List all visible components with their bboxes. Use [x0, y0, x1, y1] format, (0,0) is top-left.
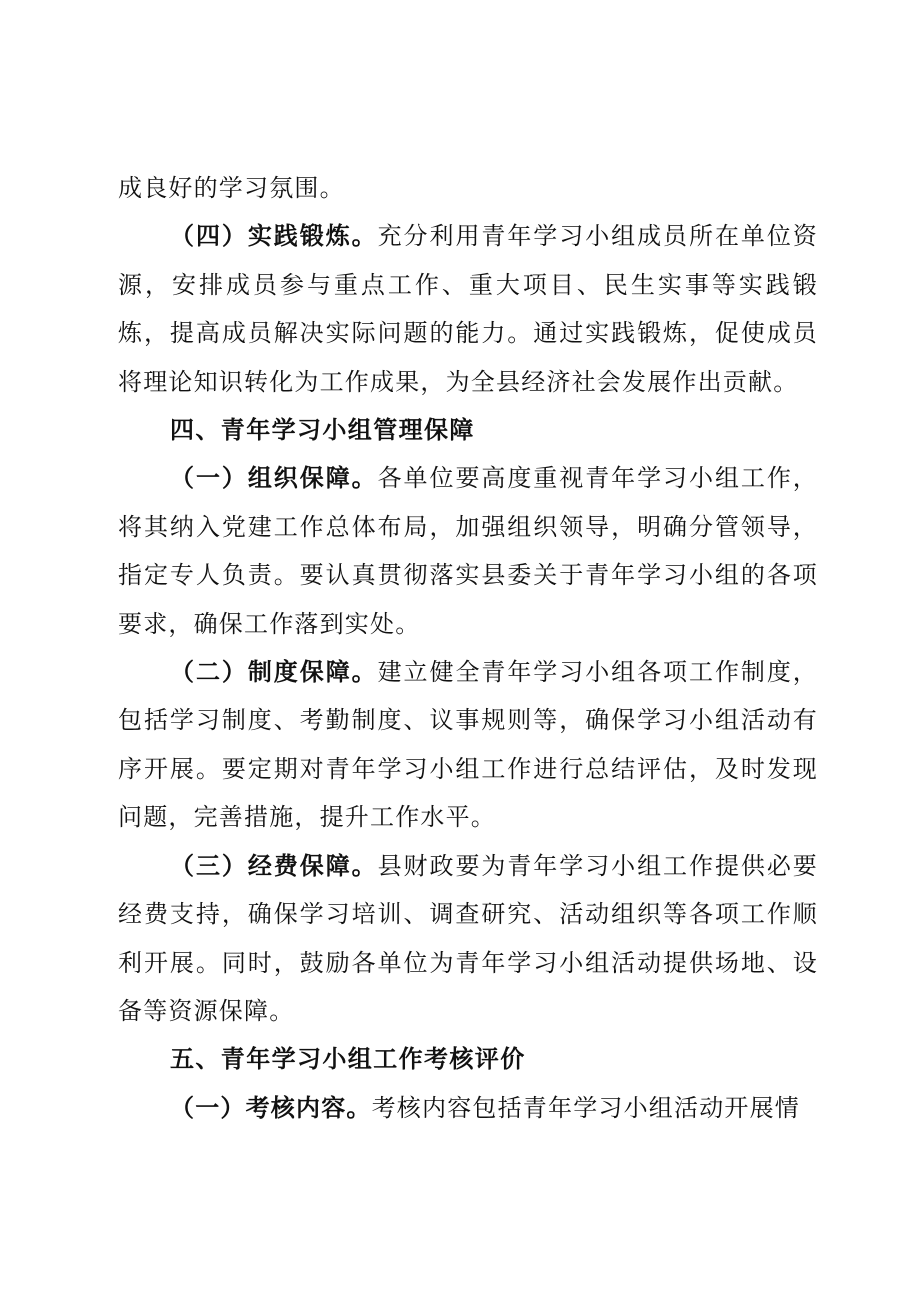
paragraph-text: 建立健全青年学习小组各项工作制度，包括学习制度、考勤制度、议事规则等，确保学习小组活动有序开展。要定期对青年学习小组工作进行总结评估，及时发现问题，完善措施，提升工作水平。	[118, 658, 818, 832]
paragraph-lead: （二）制度保障。	[170, 658, 378, 687]
paragraph-funding-guarantee	[118, 842, 818, 1036]
paragraph-text: 县财政要为青年学习小组工作提供必要经费支持，确保学习培训、调查研究、活动组织等各项工作顺利开展。同时，鼓励各单位为青年学习小组活动提供场地、设备等资源保障。	[118, 851, 818, 1025]
section-heading-management: 四、青年学习小组管理保障	[170, 416, 475, 445]
paragraph-lead: （三）经费保障。	[170, 851, 378, 880]
paragraph-assessment-content	[118, 1084, 818, 1132]
paragraph-lead: （一）考核内容。	[170, 1093, 372, 1122]
section-heading-evaluation: 五、青年学习小组工作考核评价	[170, 1045, 526, 1074]
paragraph-practice-training	[118, 212, 818, 406]
paragraph-text: 各单位要高度重视青年学习小组工作，将其纳入党建工作总体布局，加强组织领导，明确分管领导，指定专人负责。要认真贯彻落实县委关于青年学习小组的各项要求，确保工作落到实处。	[118, 464, 818, 638]
paragraph-lead: （四）实践锻炼。	[170, 222, 378, 251]
paragraph-organization-guarantee	[118, 454, 818, 648]
paragraph-text: 考核内容包括青年学习小组活动开展情	[371, 1093, 801, 1122]
paragraph-text: 成良好的学习氛围。	[118, 174, 345, 202]
paragraph-continuation	[118, 164, 818, 212]
paragraph-system-guarantee	[118, 648, 818, 842]
paragraph-text: 充分利用青年学习小组成员所在单位资源，安排成员参与重点工作、重大项目、民生实事等实践锻炼，提高成员解决实际问题的能力。通过实践锻炼，促使成员将理论知识转化为工作成果，为全县经济社会发展作出贡献。	[118, 222, 818, 396]
document-body	[118, 164, 818, 1132]
paragraph-lead: （一）组织保障。	[170, 464, 378, 493]
